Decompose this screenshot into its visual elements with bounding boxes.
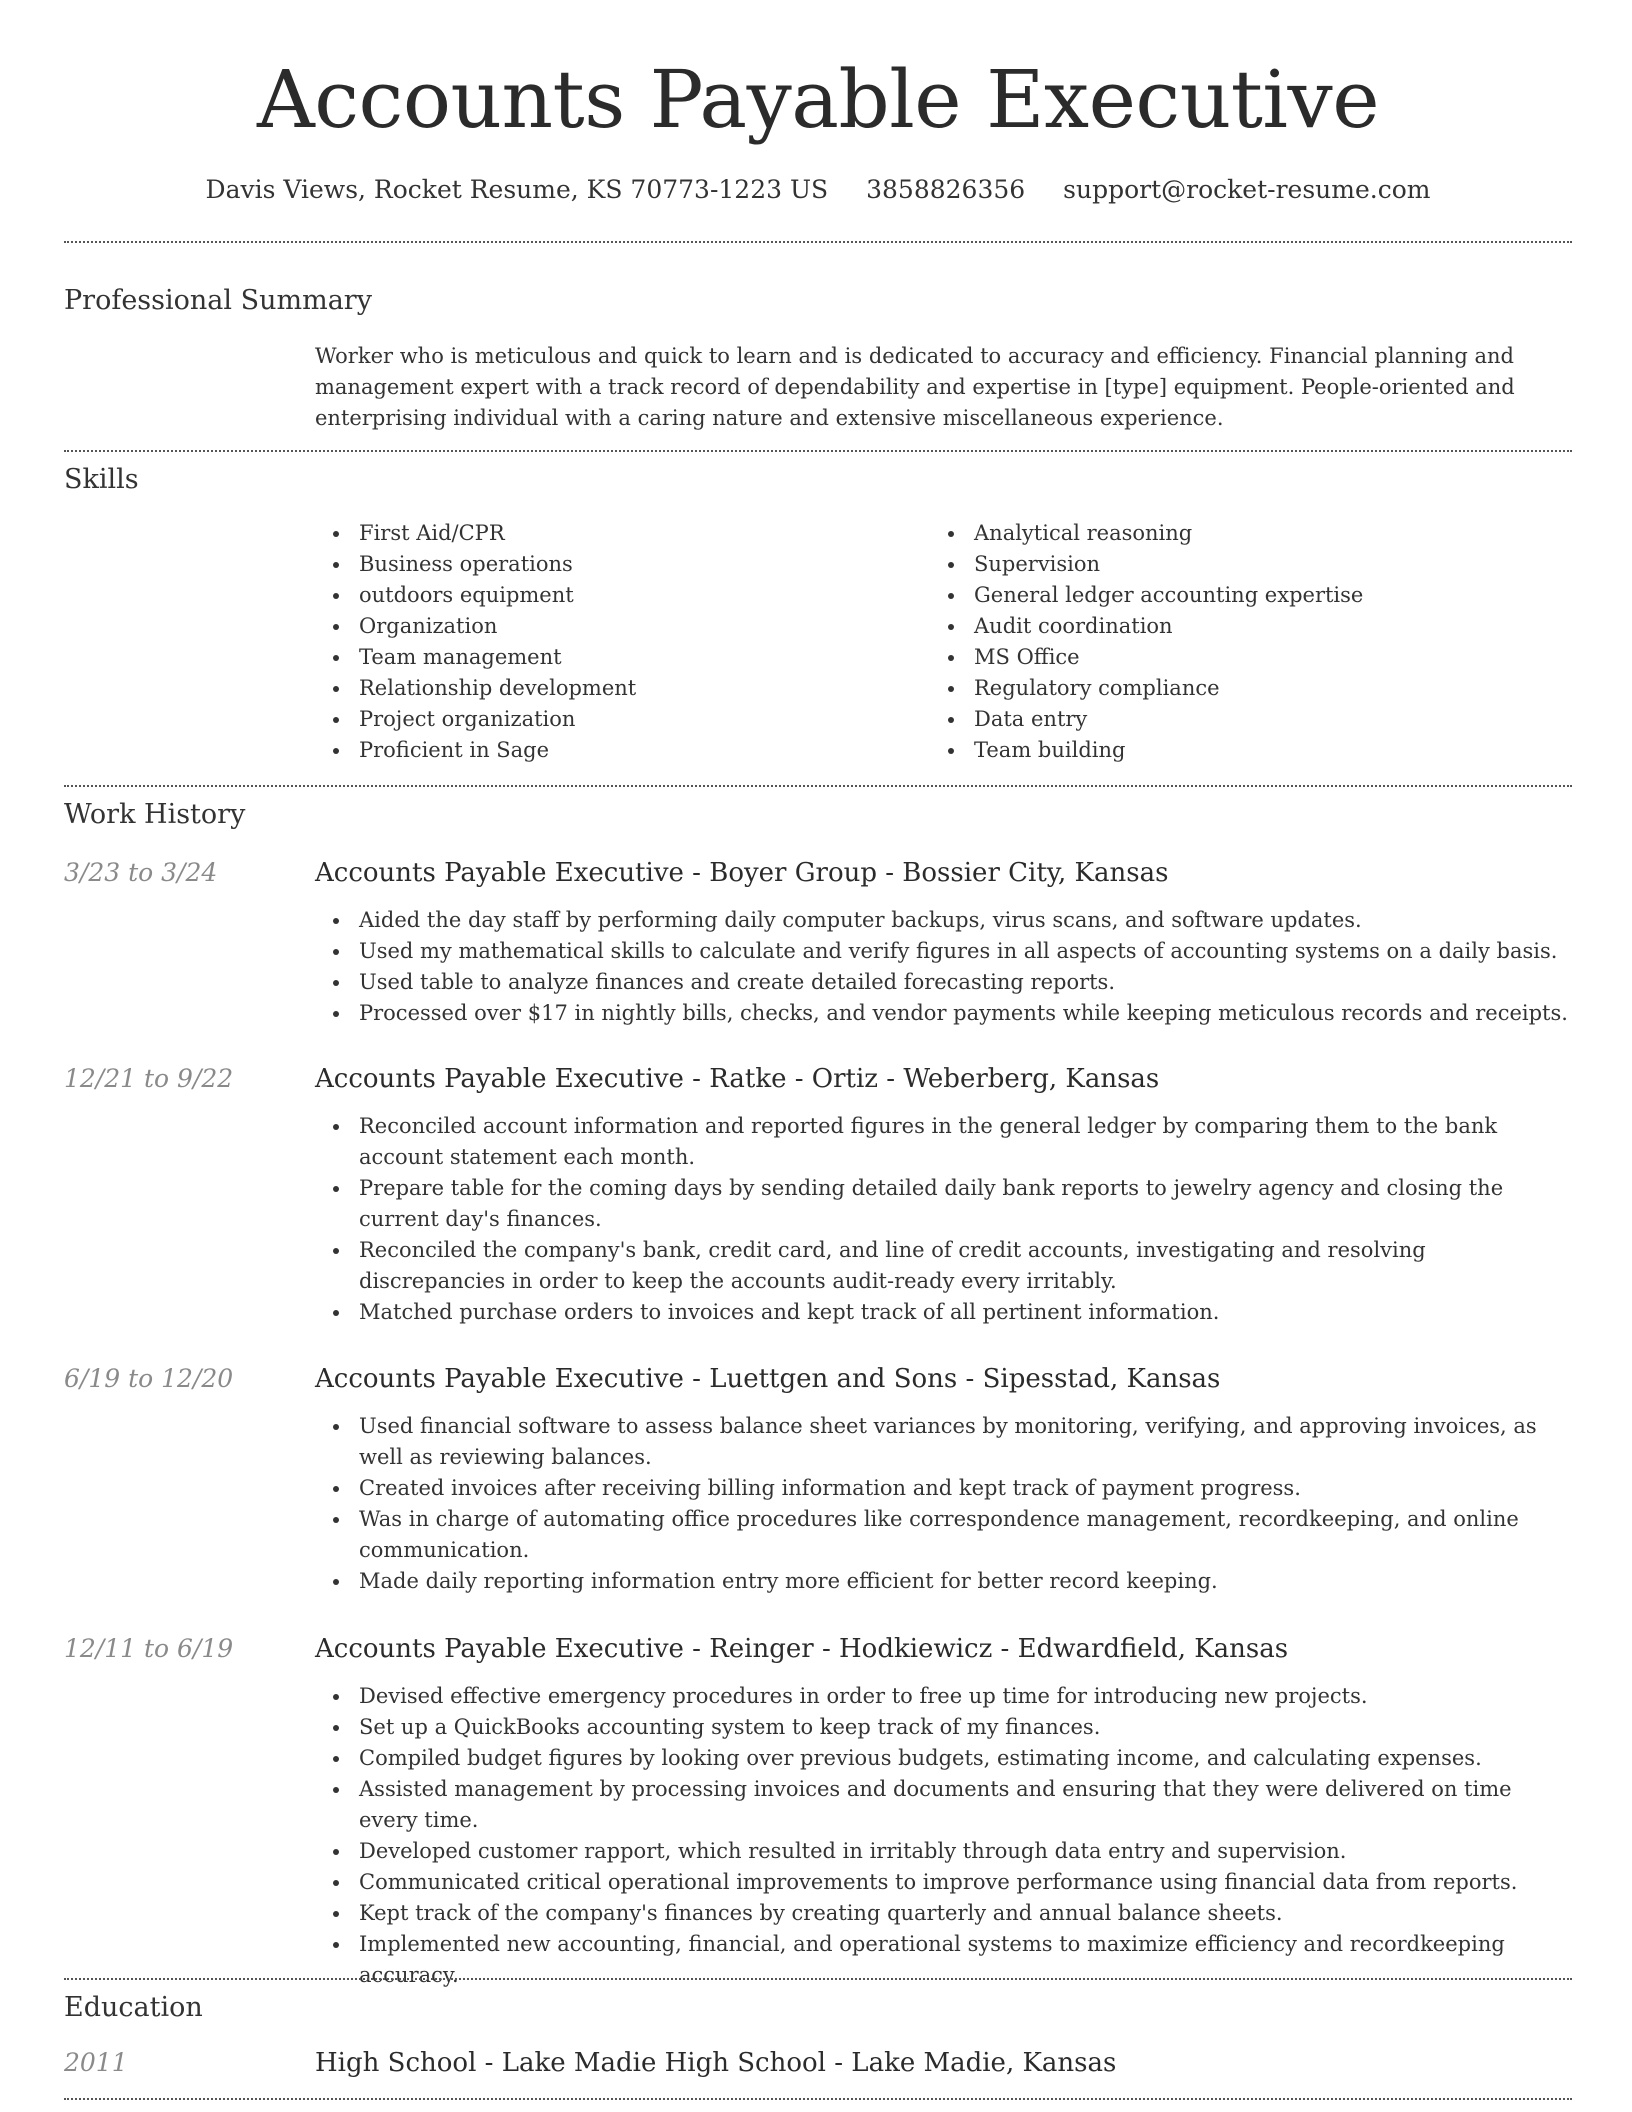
job-heading: Accounts Payable Executive - Boyer Group - Bossier City, Kansas: [315, 858, 1169, 888]
job-bullet: Reconciled account information and reported figures in the general ledger by comparing them to the bank account statement each month.: [315, 1111, 1572, 1173]
job-heading: Accounts Payable Executive - Ratke - Ortiz - Weberberg, Kansas: [315, 1064, 1160, 1094]
skill-item: Relationship development: [315, 673, 915, 704]
skill-item: General ledger accounting expertise: [930, 580, 1570, 611]
section-title-summary: Professional Summary: [64, 285, 372, 316]
job-bullet: Set up a QuickBooks accounting system to keep track of my finances.: [315, 1712, 1572, 1743]
education-entry: High School - Lake Madie High School - Lake Madie, Kansas: [315, 2048, 1117, 2078]
skill-item: Supervision: [930, 549, 1570, 580]
skill-item: MS Office: [930, 642, 1570, 673]
skill-item: Project organization: [315, 704, 915, 735]
divider: [64, 785, 1572, 787]
job-heading: Accounts Payable Executive - Luettgen and Sons - Sipesstad, Kansas: [315, 1364, 1221, 1394]
summary-text: Worker who is meticulous and quick to learn and is dedicated to accuracy and efficiency. Financial planning and management expert with a track record of dependability and expertise in [type] equipment. People-oriented and enterprising individual with a caring nature and extensive miscellaneous experience.: [315, 344, 1515, 430]
job-bullet: Communicated critical operational improvements to improve performance using financial data from reports.: [315, 1867, 1572, 1898]
job-dates: 6/19 to 12/20: [64, 1364, 234, 1393]
job-bullets: [315, 1411, 1572, 1597]
job-bullet: Was in charge of automating office procedures like correspondence management, recordkeeping, and online communication.: [315, 1504, 1572, 1566]
job-bullets: [315, 1111, 1572, 1328]
divider: [64, 450, 1572, 452]
section-title-work: Work History: [64, 799, 246, 830]
job-bullet: Used table to analyze finances and create detailed forecasting reports.: [315, 967, 1572, 998]
job-bullet: Prepare table for the coming days by sending detailed daily bank reports to jewelry agency and closing the current day's finances.: [315, 1173, 1572, 1235]
skill-item: Audit coordination: [930, 611, 1570, 642]
contact-address: Davis Views, Rocket Resume, KS 70773-1223 US: [205, 175, 829, 204]
skill-item: Team building: [930, 735, 1570, 766]
job-bullet: Used my mathematical skills to calculate and verify figures in all aspects of accounting systems on a daily basis.: [315, 936, 1572, 967]
skill-item: Regulatory compliance: [930, 673, 1570, 704]
education-year: 2011: [64, 2048, 128, 2077]
job-dates: 3/23 to 3/24: [64, 858, 218, 887]
skill-item: outdoors equipment: [315, 580, 915, 611]
job-bullet: Created invoices after receiving billing information and kept track of payment progress.: [315, 1473, 1572, 1504]
job-dates: 12/11 to 6/19: [64, 1634, 234, 1663]
job-dates: 12/21 to 9/22: [64, 1064, 234, 1093]
skill-item: Team management: [315, 642, 915, 673]
skill-item: First Aid/CPR: [315, 518, 915, 549]
job-bullet: Used financial software to assess balance sheet variances by monitoring, verifying, and approving invoices, as well as reviewing balances.: [315, 1411, 1572, 1473]
divider: [64, 2098, 1572, 2100]
contact-phone: 3858826356: [866, 175, 1026, 204]
job-bullets: [315, 905, 1572, 1029]
skill-item: Organization: [315, 611, 915, 642]
contact-line: [64, 170, 1572, 210]
divider: [64, 241, 1572, 243]
candidate-name: Accounts Payable Executive: [256, 53, 1380, 146]
job-bullet: Matched purchase orders to invoices and kept track of all pertinent information.: [315, 1297, 1572, 1328]
job-heading: Accounts Payable Executive - Reinger - Hodkiewicz - Edwardfield, Kansas: [315, 1634, 1289, 1664]
job-bullets: [315, 1681, 1572, 1991]
job-bullet: Implemented new accounting, financial, and operational systems to maximize efficiency and recordkeeping accuracy.: [315, 1929, 1572, 1991]
skills-list-left: [315, 518, 915, 766]
job-bullet: Kept track of the company's finances by creating quarterly and annual balance sheets.: [315, 1898, 1572, 1929]
job-bullet: Processed over $17 in nightly bills, checks, and vendor payments while keeping meticulous records and receipts.: [315, 998, 1572, 1029]
contact-email[interactable]: support@rocket-resume.com: [1063, 175, 1431, 204]
skill-item: Analytical reasoning: [930, 518, 1570, 549]
section-title-education: Education: [64, 1992, 203, 2023]
job-bullet: Aided the day staff by performing daily computer backups, virus scans, and software updates.: [315, 905, 1572, 936]
job-bullet: Made daily reporting information entry more efficient for better record keeping.: [315, 1566, 1572, 1597]
job-bullet: Developed customer rapport, which resulted in irritably through data entry and supervision.: [315, 1836, 1572, 1867]
skills-list-right: [930, 518, 1570, 766]
job-bullet: Compiled budget figures by looking over previous budgets, estimating income, and calculating expenses.: [315, 1743, 1572, 1774]
job-bullet: Assisted management by processing invoices and documents and ensuring that they were delivered on time every time.: [315, 1774, 1572, 1836]
divider: [64, 1978, 1572, 1980]
skill-item: Business operations: [315, 549, 915, 580]
job-bullet: Devised effective emergency procedures in order to free up time for introducing new projects.: [315, 1681, 1572, 1712]
skill-item: Proficient in Sage: [315, 735, 915, 766]
skill-item: Data entry: [930, 704, 1570, 735]
job-bullet: Reconciled the company's bank, credit card, and line of credit accounts, investigating and resolving discrepancies in order to keep the accounts audit-ready every irritably.: [315, 1235, 1572, 1297]
section-title-skills: Skills: [64, 464, 139, 495]
